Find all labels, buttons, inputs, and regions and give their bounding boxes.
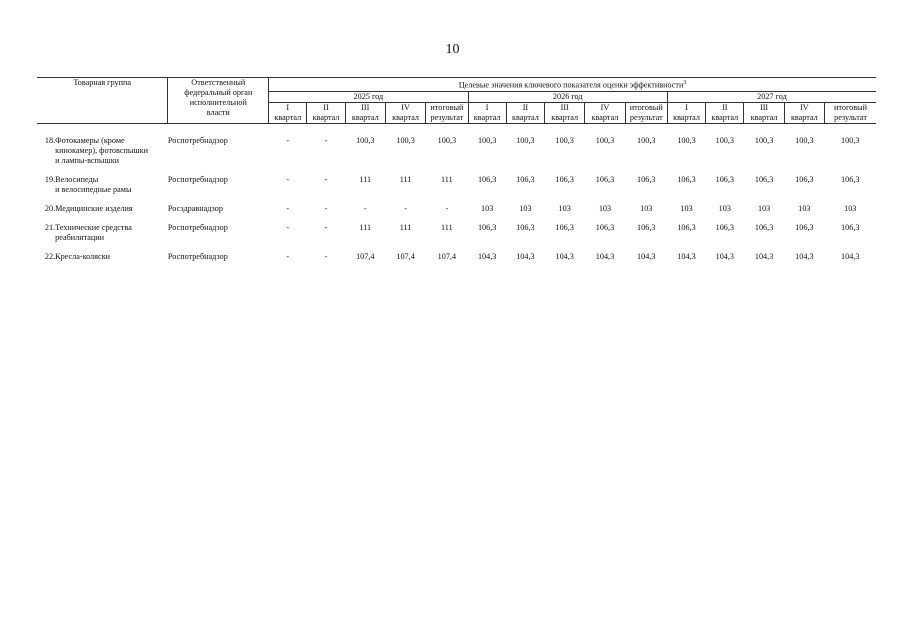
quarter-roman: IV — [585, 102, 625, 113]
table-row — [37, 204, 876, 223]
value-cell: 107,4 — [437, 251, 457, 261]
value-cell: 104,3 — [595, 251, 615, 261]
value-cell: - — [324, 203, 328, 213]
product-group-line: Велосипеды — [55, 174, 99, 184]
agency-cell: Росздравнадзор — [167, 203, 223, 213]
value-cell: 100,3 — [715, 135, 735, 145]
value-cell: 106,3 — [555, 174, 574, 184]
value-cell: 111 — [441, 222, 453, 232]
kpi-table — [37, 77, 876, 271]
value-cell: 103 — [481, 203, 494, 213]
value-cell: 100,3 — [595, 135, 615, 145]
year-header: 2026 год — [468, 91, 667, 102]
value-cell: 104,3 — [754, 251, 774, 261]
product-group-cell — [55, 136, 168, 175]
value-cell: 104,3 — [677, 251, 696, 261]
quarter-roman: IV — [385, 102, 425, 113]
quarter-word: квартал — [585, 113, 625, 124]
row-number: 22. — [44, 251, 56, 261]
year-header: 2027 год — [667, 91, 876, 102]
product-group-line: Кресла-коляски — [55, 251, 110, 261]
value-cell: - — [324, 135, 328, 145]
quarter-word: квартал — [706, 113, 744, 124]
value-cell: 111 — [359, 222, 372, 232]
value-cell: 106,3 — [754, 222, 774, 232]
quarter-roman: II — [506, 102, 544, 113]
value-cell: 104,3 — [637, 251, 656, 261]
table-row — [37, 136, 876, 175]
value-cell: - — [286, 135, 290, 145]
quarter-word: квартал — [307, 113, 345, 124]
value-cell: 100,3 — [841, 135, 860, 145]
total-header-line1: итоговый — [825, 102, 877, 113]
product-group-line: Фотокамеры (кроме — [55, 135, 125, 145]
value-cell: 104,3 — [516, 251, 535, 261]
agency-cell: Роспотребнадзор — [167, 174, 228, 184]
value-cell: 103 — [844, 203, 857, 213]
value-cell: 111 — [359, 174, 372, 184]
value-cell: - — [363, 203, 367, 213]
value-cell: 100,3 — [516, 135, 535, 145]
value-cell: 106,3 — [516, 222, 535, 232]
value-cell: 104,3 — [477, 251, 497, 261]
value-cell: - — [324, 251, 328, 261]
total-header-line2: результат — [825, 113, 877, 124]
value-cell: 106,3 — [715, 174, 735, 184]
value-cell: 106,3 — [477, 222, 497, 232]
value-cell: - — [404, 203, 407, 213]
product-group-line: Медицинские изделия — [55, 203, 133, 213]
value-cell: 104,3 — [715, 251, 735, 261]
value-cell: 106,3 — [555, 222, 574, 232]
value-cell: 106,3 — [595, 222, 615, 232]
page-number: 10 — [445, 42, 460, 57]
value-cell: 103 — [558, 203, 571, 213]
agency-cell: Роспотребнадзор — [167, 135, 228, 145]
value-cell: 106,3 — [516, 174, 535, 184]
value-cell: 103 — [718, 203, 731, 213]
value-cell: 103 — [640, 203, 653, 213]
value-cell: 104,3 — [555, 251, 574, 261]
quarter-roman: I — [269, 102, 307, 113]
product-group-line: реабилитации — [55, 232, 105, 242]
value-cell: 106,3 — [637, 222, 656, 232]
total-header-line1: итоговый — [426, 102, 468, 113]
quarter-roman: II — [706, 102, 744, 113]
product-group-line: кинокамер), фотовспышки — [55, 145, 149, 155]
total-header-line2: результат — [426, 113, 468, 124]
row-number: 18. — [44, 135, 56, 145]
table-row — [37, 252, 876, 271]
value-cell: 107,4 — [396, 251, 415, 261]
value-cell: 107,4 — [356, 251, 375, 261]
value-cell: 103 — [757, 203, 771, 213]
quarter-roman: IV — [784, 102, 824, 113]
value-cell: 100,3 — [356, 135, 375, 145]
agency-header — [168, 78, 269, 124]
value-cell: 100,3 — [754, 135, 774, 145]
quarter-roman: II — [307, 102, 345, 113]
quarter-roman: I — [468, 102, 506, 113]
value-cell: 100,3 — [396, 135, 415, 145]
value-cell: - — [324, 174, 328, 184]
value-cell: 106,3 — [637, 174, 656, 184]
agency-header-line: власти — [206, 108, 230, 117]
value-cell: 100,3 — [795, 135, 814, 145]
quarter-roman: III — [345, 102, 385, 113]
agency-cell: Роспотребнадзор — [167, 222, 228, 232]
agency-header-line: Ответственный — [191, 78, 246, 87]
value-cell: 106,3 — [477, 174, 497, 184]
targets-title: Целевые значения ключевого показателя оценки эффективности — [458, 80, 684, 90]
value-cell: 103 — [519, 203, 532, 213]
table-row — [37, 223, 876, 252]
quarter-word: квартал — [784, 113, 824, 124]
value-cell: - — [286, 222, 290, 232]
total-header-line2: результат — [625, 113, 667, 124]
quarter-roman: III — [744, 102, 784, 113]
value-cell: - — [324, 222, 328, 232]
product-group-header: Товарная группа — [37, 78, 168, 124]
value-cell: 104,3 — [841, 251, 860, 261]
value-cell: 106,3 — [841, 222, 860, 232]
product-group-line: и лампы-вспышки — [55, 155, 120, 165]
agency-header-line: федеральный орган — [184, 88, 253, 97]
product-group-cell — [55, 204, 168, 223]
value-cell: 100,3 — [555, 135, 574, 145]
quarter-word: квартал — [744, 113, 784, 124]
value-cell: 106,3 — [595, 174, 615, 184]
quarter-word: квартал — [468, 113, 506, 124]
total-header-line1: итоговый — [625, 102, 667, 113]
value-cell: 106,3 — [795, 222, 814, 232]
value-cell: 104,3 — [795, 251, 814, 261]
value-cell: 106,3 — [754, 174, 774, 184]
table-row — [37, 175, 876, 204]
value-cell: - — [286, 174, 290, 184]
year-header: 2025 год — [269, 91, 468, 102]
product-group-cell — [55, 252, 168, 271]
product-group-line: и велосипедные рамы — [55, 184, 132, 194]
value-cell: 106,3 — [677, 174, 696, 184]
value-cell: 100,3 — [677, 135, 696, 145]
value-cell: 106,3 — [795, 174, 814, 184]
product-group-cell — [55, 223, 168, 252]
targets-footnote: 3 — [683, 80, 687, 86]
value-cell: 100,3 — [637, 135, 656, 145]
value-cell: 106,3 — [715, 222, 735, 232]
row-number: 19. — [44, 174, 56, 184]
agency-cell: Роспотребнадзор — [167, 251, 228, 261]
quarter-word: квартал — [667, 113, 705, 124]
row-number: 20. — [44, 203, 56, 213]
quarter-word: квартал — [545, 113, 585, 124]
quarter-roman: III — [545, 102, 585, 113]
value-cell: 111 — [399, 222, 412, 232]
value-cell: 111 — [441, 174, 453, 184]
value-cell: 100,3 — [437, 135, 457, 145]
value-cell: 106,3 — [841, 174, 860, 184]
product-group-cell — [55, 175, 168, 204]
value-cell: 111 — [399, 174, 412, 184]
value-cell: - — [445, 203, 449, 213]
value-cell: - — [286, 251, 290, 261]
targets-header — [269, 78, 876, 92]
value-cell: 103 — [798, 203, 811, 213]
quarter-word: квартал — [506, 113, 544, 124]
value-cell: 106,3 — [677, 222, 696, 232]
agency-header-line: исполнительной — [189, 98, 247, 107]
quarter-word: квартал — [385, 113, 425, 124]
quarter-roman: I — [667, 102, 705, 113]
quarter-word: квартал — [269, 113, 307, 124]
product-group-line: Технические средства — [55, 222, 132, 232]
value-cell: - — [286, 203, 290, 213]
value-cell: 103 — [598, 203, 612, 213]
quarter-word: квартал — [345, 113, 385, 124]
value-cell: 103 — [680, 203, 693, 213]
row-number: 21. — [44, 222, 56, 232]
value-cell: 100,3 — [477, 135, 497, 145]
